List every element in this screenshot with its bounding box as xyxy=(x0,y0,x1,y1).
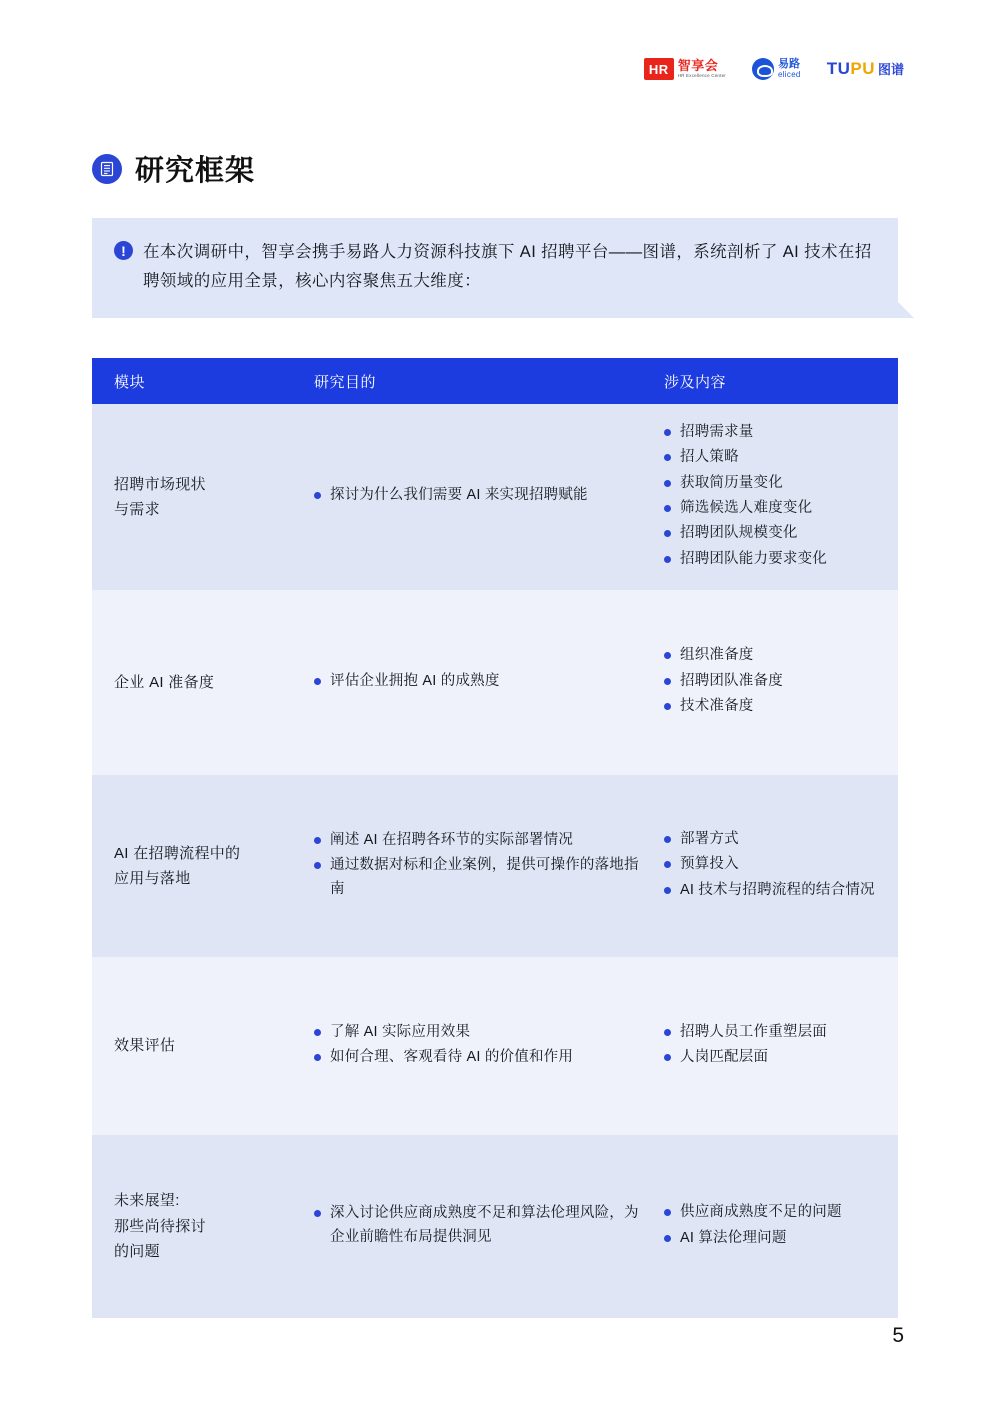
row-content-cell xyxy=(652,411,898,584)
logo-eliced-cn-text: 易路 xyxy=(777,58,800,71)
content-list xyxy=(664,1021,898,1070)
list-item: 通过数据对标和企业案例，提供可操作的落地指南 xyxy=(314,854,652,901)
logo-tupu-cn-text: 图谱 xyxy=(877,62,904,77)
row-purpose-cell xyxy=(302,1192,652,1261)
table-header-content: 涉及内容 xyxy=(664,373,727,391)
list-item: 阐述 AI 在招聘各环节的实际部署情况 xyxy=(314,829,652,852)
document-icon xyxy=(92,154,122,184)
row-module-label: 效果评估 xyxy=(114,1037,176,1055)
table-row xyxy=(92,957,898,1135)
table-row xyxy=(92,1135,898,1318)
header-logo-group xyxy=(644,58,904,80)
row-content-cell xyxy=(652,1011,898,1082)
list-item: 预算投入 xyxy=(664,853,898,876)
table-row xyxy=(92,590,898,775)
logo-hr-en-text: HR Excellence Center xyxy=(677,73,726,79)
list-item: 招聘团队准备度 xyxy=(664,670,898,693)
logo-hr-excellence-center xyxy=(644,58,726,80)
list-item: 人岗匹配层面 xyxy=(664,1046,898,1069)
list-item: 招聘需求量 xyxy=(664,421,898,444)
row-purpose-cell xyxy=(302,1011,652,1082)
table-header-purpose: 研究目的 xyxy=(314,373,377,391)
table-row xyxy=(92,404,898,590)
purpose-list xyxy=(314,670,652,693)
logo-eliced xyxy=(752,58,801,80)
list-item: 招聘人员工作重塑层面 xyxy=(664,1021,898,1044)
list-item: 组织准备度 xyxy=(664,644,898,667)
row-purpose-cell xyxy=(302,819,652,913)
row-module-label: 企业 AI 准备度 xyxy=(114,673,215,691)
logo-tupu xyxy=(827,59,904,79)
list-item: 如何合理、客观看待 AI 的价值和作用 xyxy=(314,1046,652,1069)
table-row xyxy=(92,775,898,957)
page-title xyxy=(92,148,255,189)
purpose-list xyxy=(314,1202,652,1249)
page-number: 5 xyxy=(892,1324,904,1347)
row-module-label: 未来展望: 那些尚待探讨 的问题 xyxy=(114,1192,206,1261)
row-content-cell xyxy=(652,818,898,914)
row-module-label: 招聘市场现状 与需求 xyxy=(114,475,206,518)
exclamation-icon: ! xyxy=(114,241,133,260)
list-item: 技术准备度 xyxy=(664,695,898,718)
content-list xyxy=(664,1201,898,1250)
intro-callout-text: 在本次调研中，智享会携手易路人力资源科技旗下 AI 招聘平台——图谱，系统剖析了 AI 技术在招聘领域的应用全景，核心内容聚焦五大维度： xyxy=(143,243,872,290)
list-item: 获取简历量变化 xyxy=(664,472,898,495)
row-module-label: AI 在招聘流程中的 应用与落地 xyxy=(114,844,241,887)
row-purpose-cell xyxy=(302,474,652,519)
list-item: 招聘团队规模变化 xyxy=(664,522,898,545)
purpose-list xyxy=(314,829,652,901)
intro-callout xyxy=(92,218,898,318)
list-item: 探讨为什么我们需要 AI 来实现招聘赋能 xyxy=(314,484,652,507)
content-list xyxy=(664,828,898,902)
list-item: AI 算法伦理问题 xyxy=(664,1227,898,1250)
row-content-cell xyxy=(652,1191,898,1262)
list-item: 部署方式 xyxy=(664,828,898,851)
logo-eliced-en-text: eliced xyxy=(777,69,801,79)
row-content-cell xyxy=(652,634,898,730)
purpose-list xyxy=(314,484,652,507)
purpose-list xyxy=(314,1021,652,1070)
row-purpose-cell xyxy=(302,660,652,705)
list-item: 了解 AI 实际应用效果 xyxy=(314,1021,652,1044)
list-item: 评估企业拥抱 AI 的成熟度 xyxy=(314,670,652,693)
list-item: 招聘团队能力要求变化 xyxy=(664,548,898,571)
list-item: 筛选候选人难度变化 xyxy=(664,497,898,520)
list-item: AI 技术与招聘流程的结合情况 xyxy=(664,879,898,902)
content-list xyxy=(664,421,898,572)
research-framework-table xyxy=(92,358,898,1318)
list-item: 供应商成熟度不足的问题 xyxy=(664,1201,898,1224)
hr-badge-icon: HR xyxy=(644,58,674,80)
table-header-row xyxy=(92,358,898,404)
content-list xyxy=(664,644,898,718)
list-item: 深入讨论供应商成熟度不足和算法伦理风险，为企业前瞻性布局提供洞见 xyxy=(314,1202,652,1249)
table-header-module: 模块 xyxy=(114,373,146,391)
logo-hr-cn-text: 智享会 xyxy=(677,58,719,74)
eliced-mark-icon xyxy=(752,58,774,80)
page-title-text: 研究框架 xyxy=(135,155,256,187)
list-item: 招人策略 xyxy=(664,446,898,469)
logo-tupu-en-text: TUPU xyxy=(826,59,875,78)
